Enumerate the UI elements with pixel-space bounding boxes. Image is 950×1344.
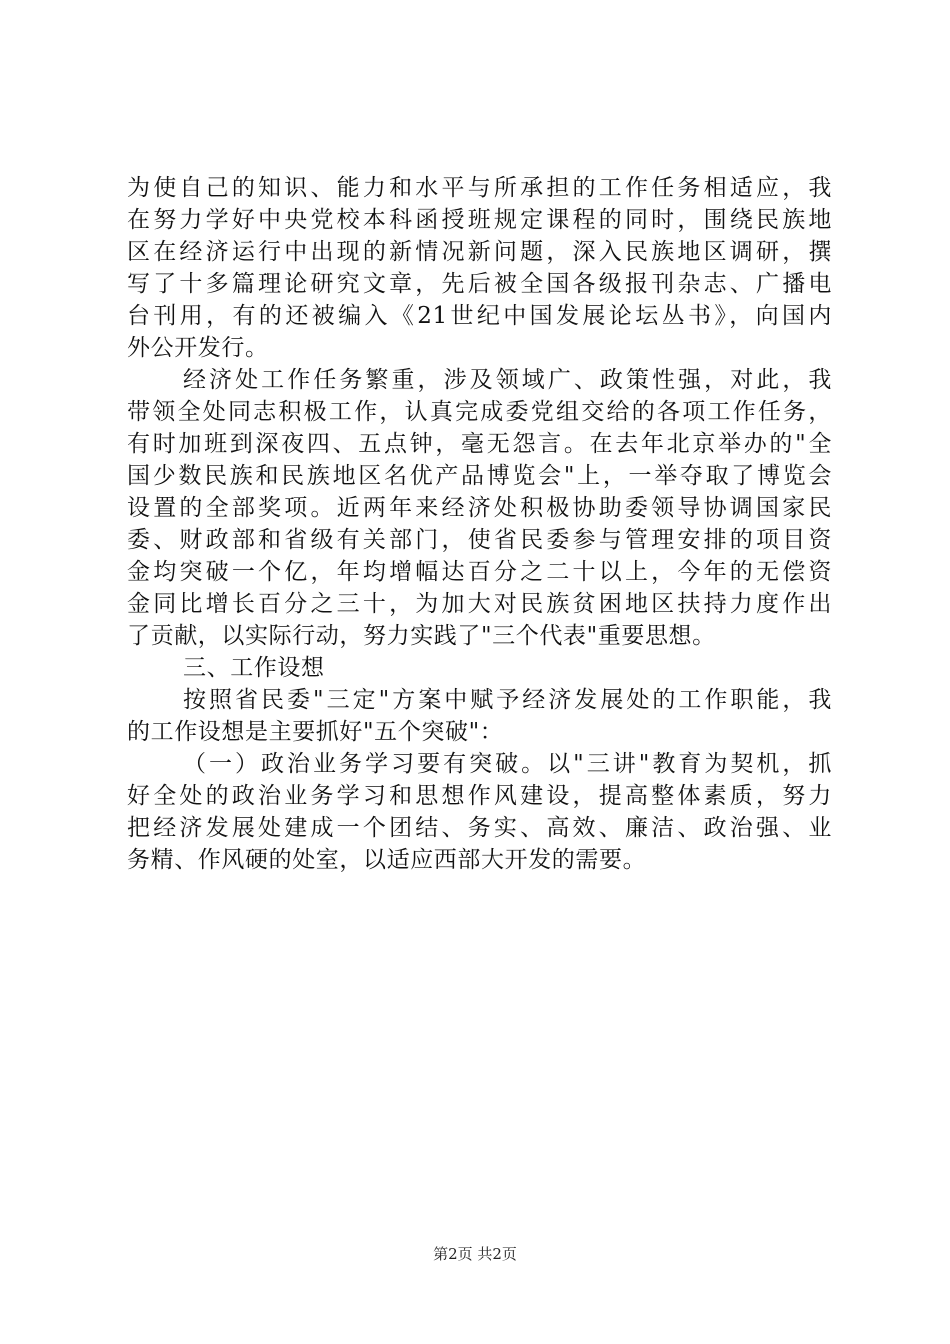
text-line: 国少数民族和民族地区名优产品博览会"上，一举夺取了博览会: [127, 463, 832, 489]
text-line: 务精、作风硬的处室，以适应西部大开发的需要。: [127, 847, 647, 873]
text-line: 金同比增长百分之三十，为加大对民族贫困地区扶持力度作出: [127, 591, 832, 617]
text-line: 带领全处同志积极工作，认真完成委党组交给的各项工作任务，: [127, 399, 832, 425]
text-line: 经济处工作任务繁重，涉及领域广、政策性强，对此，我: [183, 367, 832, 393]
text-line: 了贡献，以实际行动，努力实践了"三个代表"重要思想。: [127, 623, 716, 649]
text-line: 的工作设想是主要抓好"五个突破"：: [127, 719, 504, 745]
text-line: 台刊用，有的还被编入《21世纪中国发展论坛丛书》，向国内: [127, 303, 832, 329]
page-number-footer: 第2页 共2页: [433, 1245, 517, 1263]
text-line: 区在经济运行中出现的新情况新问题，深入民族地区调研，撰: [127, 239, 832, 265]
document-body: [127, 172, 847, 876]
text-line: 好全处的政治业务学习和思想作风建设，提高整体素质，努力: [127, 783, 832, 809]
text-line: 按照省民委"三定"方案中赋予经济发展处的工作职能，我: [183, 687, 832, 713]
text-line: 为使自己的知识、能力和水平与所承担的工作任务相适应，我: [127, 175, 832, 201]
text-line: 在努力学好中央党校本科函授班规定课程的同时，围绕民族地: [127, 207, 832, 233]
text-line: 金均突破一个亿，年均增幅达百分之二十以上，今年的无偿资: [127, 559, 832, 585]
text-line: 有时加班到深夜四、五点钟，毫无怨言。在去年北京举办的"全: [127, 431, 832, 457]
text-line: 设置的全部奖项。近两年来经济处积极协助委领导协调国家民: [127, 495, 832, 521]
text-line: 把经济发展处建成一个团结、务实、高效、廉洁、政治强、业: [127, 815, 832, 841]
text-line: 外公开发行。: [127, 335, 269, 361]
text-line: （一）政治业务学习要有突破。以"三讲"教育为契机，抓: [183, 751, 832, 777]
text-line: 委、财政部和省级有关部门，使省民委参与管理安排的项目资: [127, 527, 832, 553]
text-line: 写了十多篇理论研究文章，先后被全国各级报刊杂志、广播电: [127, 271, 832, 297]
section-heading: 三、工作设想: [183, 655, 325, 681]
